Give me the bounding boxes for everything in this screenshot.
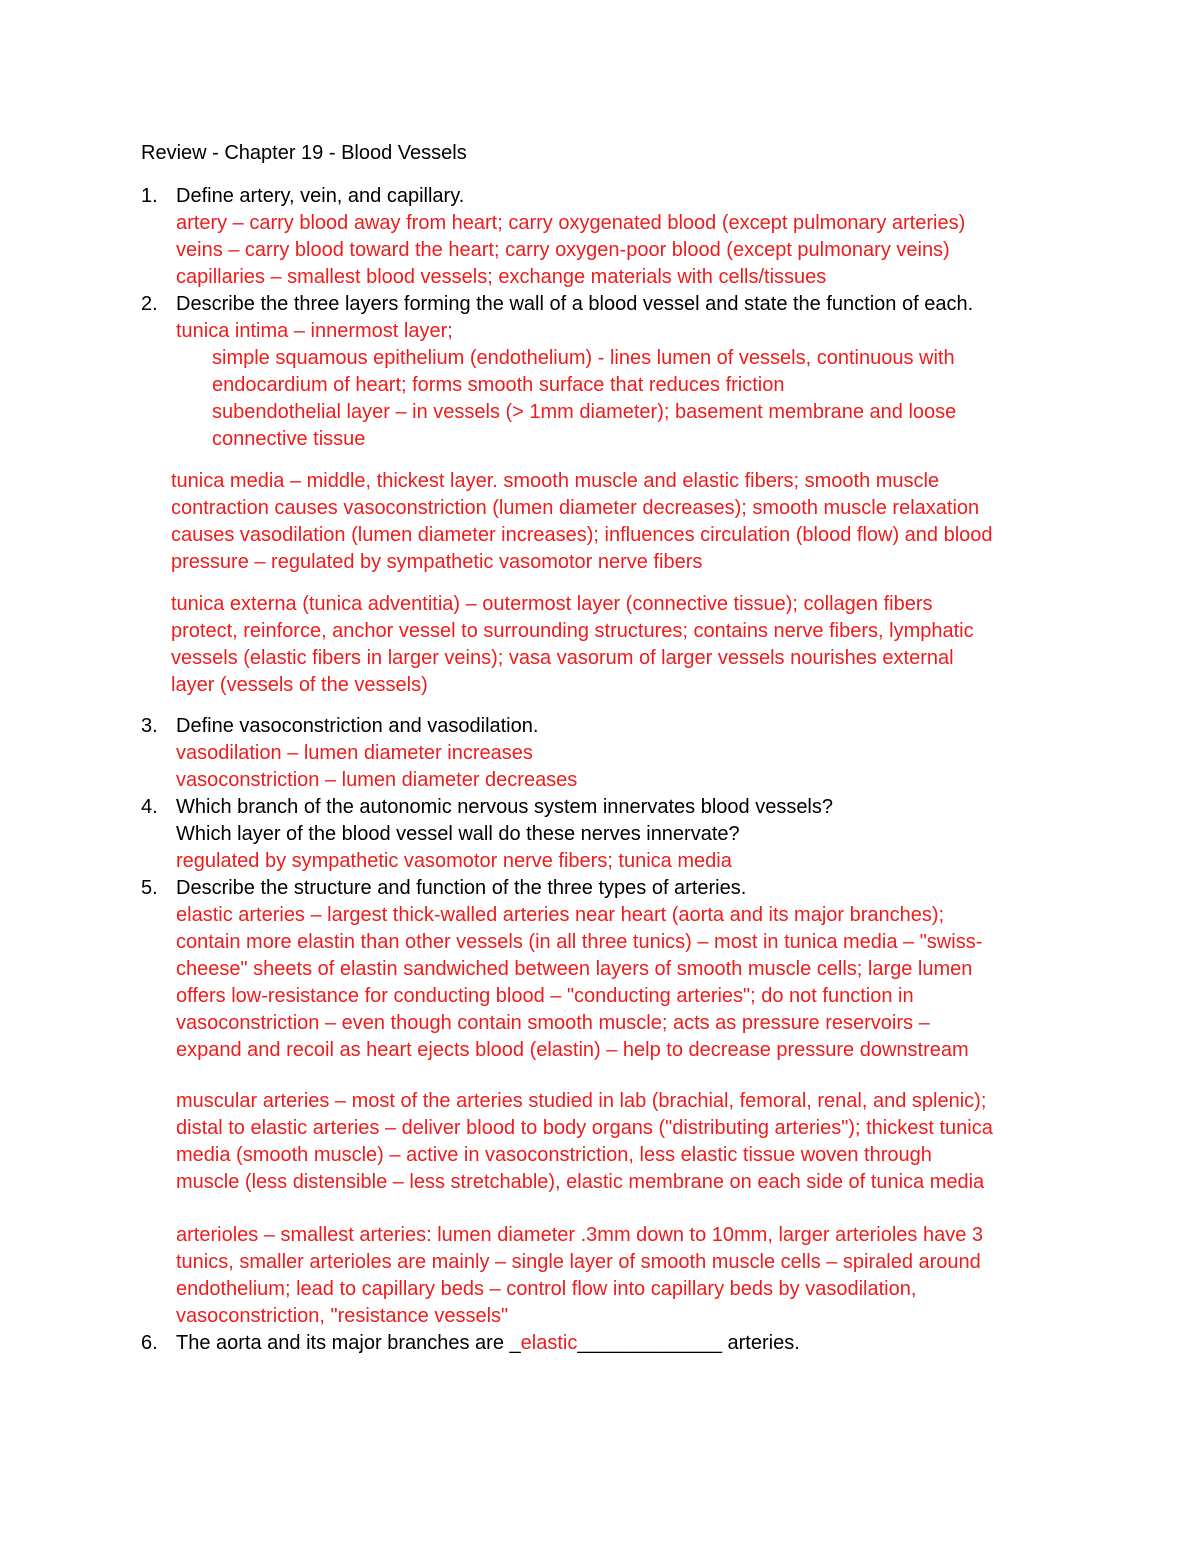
question-number-1: 1. bbox=[141, 185, 158, 207]
answer-4: regulated by sympathetic vasomotor nerve fibers; tunica media bbox=[176, 850, 732, 872]
question-6-after: _____________ arteries. bbox=[577, 1332, 800, 1354]
answer-5-arterioles-line: tunics, smaller arterioles are mainly – single layer of smooth muscle cells – spiraled around bbox=[176, 1251, 981, 1273]
answer-2-externa-line: layer (vessels of the vessels) bbox=[171, 674, 428, 696]
answer-2-externa-line: protect, reinforce, anchor vessel to surrounding structures; contains nerve fibers, lymphatic bbox=[171, 620, 974, 642]
answer-5-arterioles-line: endothelium; lead to capillary beds – control flow into capillary beds by vasodilation, bbox=[176, 1278, 917, 1300]
answer-2-externa-line: tunica externa (tunica adventitia) – outermost layer (connective tissue); collagen fibers bbox=[171, 593, 933, 615]
answer-5-elastic-line: offers low-resistance for conducting blood – "conducting arteries"; do not function in bbox=[176, 985, 914, 1007]
question-2-text: Describe the three layers forming the wall of a blood vessel and state the function of each. bbox=[176, 293, 974, 315]
answer-1-capillaries: capillaries – smallest blood vessels; exchange materials with cells/tissues bbox=[176, 266, 827, 288]
answer-5-muscular-line: media (smooth muscle) – active in vasoconstriction, less elastic tissue woven through bbox=[176, 1144, 932, 1166]
question-number-4: 4. bbox=[141, 796, 158, 818]
answer-5-elastic-line: expand and recoil as heart ejects blood (elastin) – help to decrease pressure downstream bbox=[176, 1039, 969, 1061]
answer-6-blank: elastic bbox=[520, 1332, 578, 1354]
question-6-text bbox=[176, 1330, 800, 1357]
question-5-text: Describe the structure and function of the three types of arteries. bbox=[176, 877, 747, 899]
question-number-3: 3. bbox=[141, 715, 158, 737]
question-number-2: 2. bbox=[141, 293, 158, 315]
page-title: Review - Chapter 19 - Blood Vessels bbox=[141, 142, 467, 164]
answer-5-muscular-line: distal to elastic arteries – deliver blood to body organs ("distributing arteries"); thickest tunica bbox=[176, 1117, 993, 1139]
question-6-before: The aorta and its major branches are _ bbox=[176, 1332, 521, 1354]
question-number-5: 5. bbox=[141, 877, 158, 899]
answer-2-intima-heading: tunica intima – innermost layer; bbox=[176, 320, 453, 342]
answer-3-vasodilation: vasodilation – lumen diameter increases bbox=[176, 742, 533, 764]
answer-5-elastic-line: vasoconstriction – even though contain smooth muscle; acts as pressure reservoirs – bbox=[176, 1012, 930, 1034]
answer-2-media-line: tunica media – middle, thickest layer. smooth muscle and elastic fibers; smooth muscle bbox=[171, 470, 940, 492]
answer-5-muscular-line: muscular arteries – most of the arteries studied in lab (brachial, femoral, renal, and splenic); bbox=[176, 1090, 987, 1112]
answer-5-elastic-line: contain more elastin than other vessels (in all three tunics) – most in tunica media – "swiss- bbox=[176, 931, 983, 953]
answer-2-media-line: contraction causes vasoconstriction (lumen diameter decreases); smooth muscle relaxation bbox=[171, 497, 980, 519]
answer-5-muscular-line: muscle (less distensible – less stretchable), elastic membrane on each side of tunica media bbox=[176, 1171, 985, 1193]
answer-5-elastic-line: cheese" sheets of elastin sandwiched between layers of smooth muscle cells; large lumen bbox=[176, 958, 973, 980]
question-4-text: Which layer of the blood vessel wall do these nerves innervate? bbox=[176, 823, 740, 845]
answer-2-intima-line: subendothelial layer – in vessels (> 1mm diameter); basement membrane and loose bbox=[212, 401, 957, 423]
question-3-text: Define vasoconstriction and vasodilation. bbox=[176, 715, 539, 737]
answer-2-externa-line: vessels (elastic fibers in larger veins); vasa vasorum of larger vessels nourishes external bbox=[171, 647, 954, 669]
question-4-text: Which branch of the autonomic nervous system innervates blood vessels? bbox=[176, 796, 834, 818]
answer-1-artery: artery – carry blood away from heart; carry oxygenated blood (except pulmonary arteries) bbox=[176, 212, 966, 234]
question-1-text: Define artery, vein, and capillary. bbox=[176, 185, 465, 207]
answer-2-intima-line: connective tissue bbox=[212, 428, 366, 450]
answer-2-intima-line: endocardium of heart; forms smooth surface that reduces friction bbox=[212, 374, 785, 396]
question-number-6: 6. bbox=[141, 1332, 158, 1354]
answer-5-arterioles-line: vasoconstriction, "resistance vessels" bbox=[176, 1305, 509, 1327]
answer-5-elastic-line: elastic arteries – largest thick-walled arteries near heart (aorta and its major branches); bbox=[176, 904, 945, 926]
answer-3-vasoconstriction: vasoconstriction – lumen diameter decreases bbox=[176, 769, 578, 791]
answer-5-arterioles-line: arterioles – smallest arteries: lumen diameter .3mm down to 10mm, larger arterioles have 3 bbox=[176, 1224, 983, 1246]
answer-2-intima-line: simple squamous epithelium (endothelium) - lines lumen of vessels, continuous with bbox=[212, 347, 955, 369]
answer-1-veins: veins – carry blood toward the heart; carry oxygen-poor blood (except pulmonary veins) bbox=[176, 239, 950, 261]
answer-2-media-line: pressure – regulated by sympathetic vasomotor nerve fibers bbox=[171, 551, 703, 573]
answer-2-media-line: causes vasodilation (lumen diameter increases); influences circulation (blood flow) and blood bbox=[171, 524, 993, 546]
